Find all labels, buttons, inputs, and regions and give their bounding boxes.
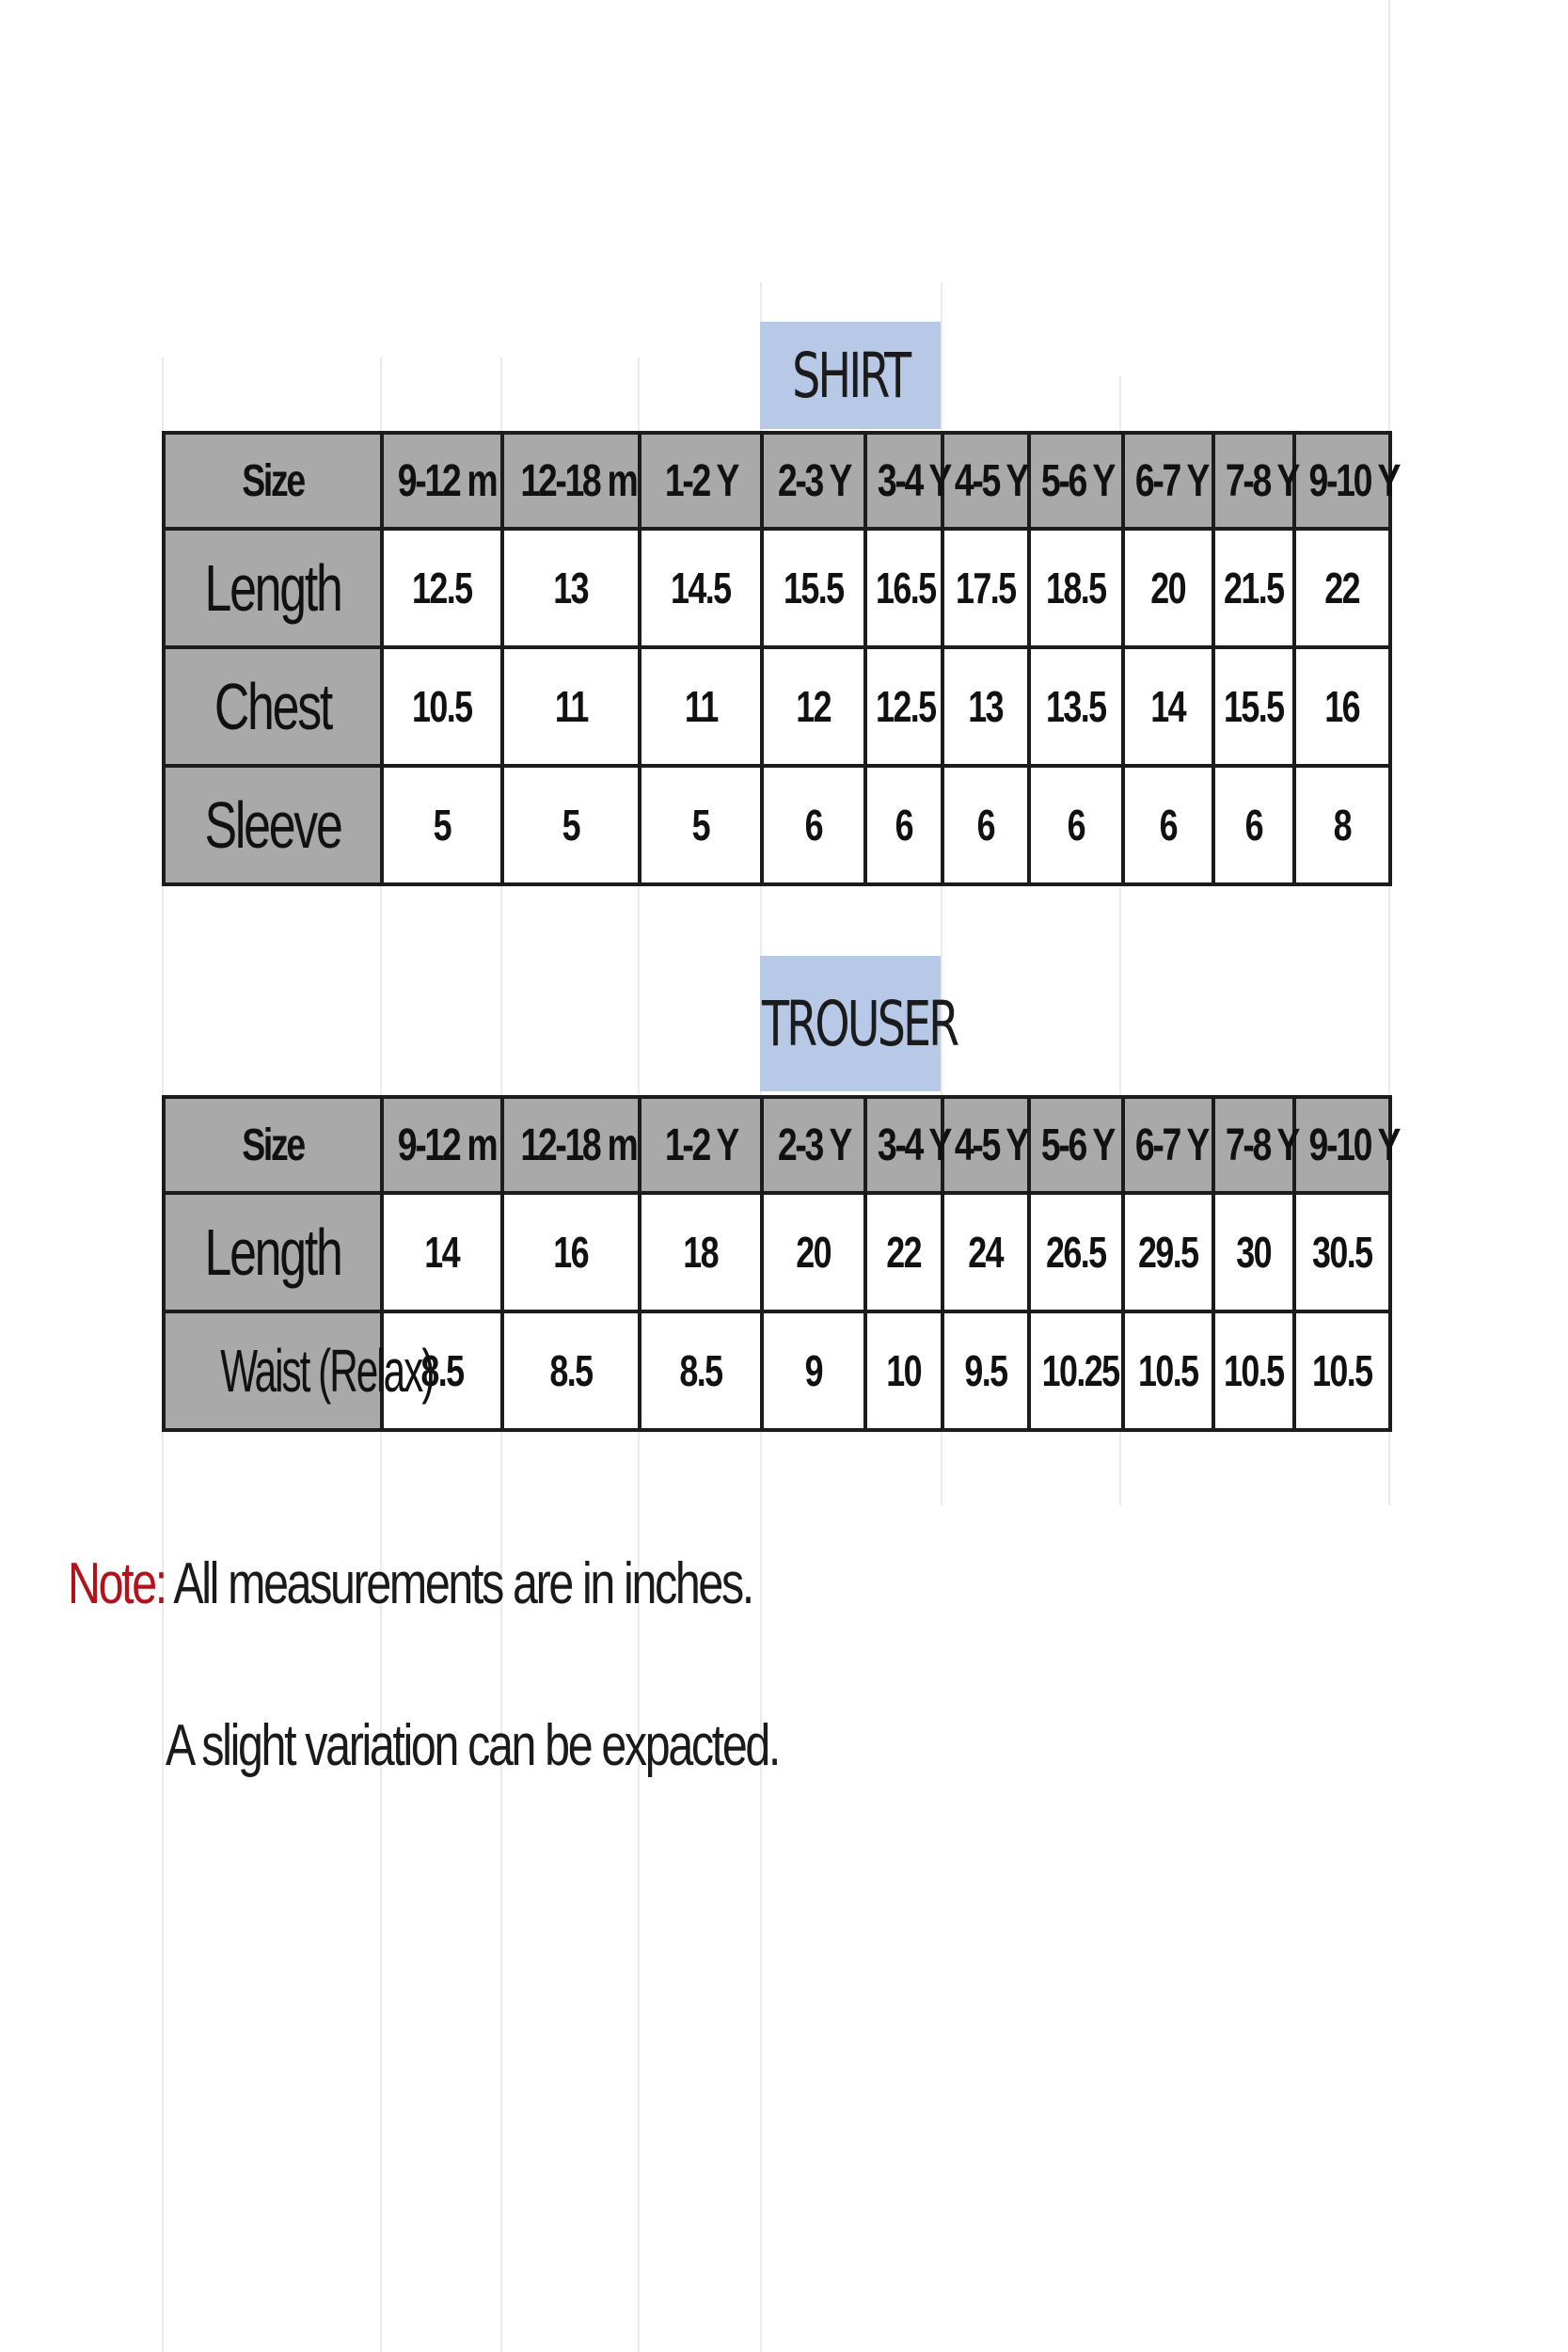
note-text-2: A slight variation can be expacted. — [166, 1713, 780, 1778]
row-label: Length — [164, 1193, 382, 1311]
table-cell: 17.5 — [942, 529, 1029, 647]
table-row — [164, 1311, 1390, 1430]
table-cell: 10.25 — [1029, 1311, 1123, 1430]
table-cell: 6 — [762, 766, 865, 884]
table-cell: 14 — [382, 1193, 502, 1311]
header-cell: 2-3 Y — [762, 1097, 865, 1193]
note-label: Note: — [68, 1551, 166, 1616]
header-cell: 9-12 m — [382, 433, 502, 529]
table-cell: 10.5 — [1213, 1311, 1294, 1430]
table-cell: 10.5 — [1294, 1311, 1390, 1430]
table-cell: 20 — [762, 1193, 865, 1311]
table-cell: 5 — [502, 766, 640, 884]
table-cell: 26.5 — [1029, 1193, 1123, 1311]
header-cell: 6-7 Y — [1123, 433, 1213, 529]
table-cell: 20 — [1123, 529, 1213, 647]
table-cell: 22 — [1294, 529, 1390, 647]
table-row — [164, 1193, 1390, 1311]
table-cell: 6 — [1213, 766, 1294, 884]
row-label: Waist (Relax) — [164, 1311, 382, 1430]
row-label: Length — [164, 529, 382, 647]
table-cell: 13 — [942, 647, 1029, 766]
table-cell: 12.5 — [865, 647, 942, 766]
table-cell: 6 — [1029, 766, 1123, 884]
table-cell: 30 — [1213, 1193, 1294, 1311]
table-cell: 12.5 — [382, 529, 502, 647]
table-cell: 21.5 — [1213, 529, 1294, 647]
header-cell: 6-7 Y — [1123, 1097, 1213, 1193]
table-cell: 14 — [1123, 647, 1213, 766]
header-cell: 3-4 Y — [865, 433, 942, 529]
table-cell: 9.5 — [942, 1311, 1029, 1430]
header-cell: 7-8 Y — [1213, 433, 1294, 529]
table-cell: 8 — [1294, 766, 1390, 884]
table-cell: 18.5 — [1029, 529, 1123, 647]
header-cell: 12-18 m — [502, 433, 640, 529]
trouser-header-row — [164, 1097, 1390, 1193]
table-cell: 8.5 — [382, 1311, 502, 1430]
table-cell: 30.5 — [1294, 1193, 1390, 1311]
table-cell: 5 — [640, 766, 762, 884]
header-cell: 7-8 Y — [1213, 1097, 1294, 1193]
note-text-1: All measurements are in inches. — [173, 1551, 752, 1616]
table-cell: 11 — [502, 647, 640, 766]
shirt-header-row — [164, 433, 1390, 529]
shirt-size-table — [162, 431, 1400, 886]
table-cell: 10.5 — [1123, 1311, 1213, 1430]
header-cell: 2-3 Y — [762, 433, 865, 529]
table-row — [164, 529, 1390, 647]
header-cell: 1-2 Y — [640, 1097, 762, 1193]
shirt-title-text: SHIRT — [791, 339, 910, 412]
table-cell: 8.5 — [502, 1311, 640, 1430]
table-cell: 29.5 — [1123, 1193, 1213, 1311]
header-cell: 12-18 m — [502, 1097, 640, 1193]
trouser-title — [760, 956, 958, 1091]
table-cell: 6 — [942, 766, 1029, 884]
table-cell: 5 — [382, 766, 502, 884]
header-cell: 4-5 Y — [942, 1097, 1029, 1193]
trouser-size-table — [162, 1095, 1400, 1432]
table-cell: 15.5 — [762, 529, 865, 647]
header-cell: Size — [164, 1097, 382, 1193]
trouser-title-text: TROUSER — [762, 987, 958, 1060]
table-row — [164, 766, 1390, 884]
table-cell: 10.5 — [382, 647, 502, 766]
header-cell: 1-2 Y — [640, 433, 762, 529]
header-cell: 9-10 Y — [1294, 1097, 1390, 1193]
table-row — [164, 647, 1390, 766]
header-cell: 5-6 Y — [1029, 433, 1123, 529]
header-cell: 9-12 m — [382, 1097, 502, 1193]
table-cell: 16 — [502, 1193, 640, 1311]
header-cell: 3-4 Y — [865, 1097, 942, 1193]
table-cell: 8.5 — [640, 1311, 762, 1430]
header-cell: 9-10 Y — [1294, 433, 1390, 529]
table-cell: 14.5 — [640, 529, 762, 647]
table-cell: 6 — [1123, 766, 1213, 884]
shirt-title — [760, 322, 941, 429]
note-line-1 — [68, 1550, 752, 1617]
table-cell: 16.5 — [865, 529, 942, 647]
table-cell: 16 — [1294, 647, 1390, 766]
table-cell: 11 — [640, 647, 762, 766]
header-cell: Size — [164, 433, 382, 529]
table-cell: 18 — [640, 1193, 762, 1311]
table-cell: 10 — [865, 1311, 942, 1430]
row-label: Sleeve — [164, 766, 382, 884]
table-cell: 9 — [762, 1311, 865, 1430]
table-cell: 24 — [942, 1193, 1029, 1311]
header-cell: 4-5 Y — [942, 433, 1029, 529]
table-cell: 13.5 — [1029, 647, 1123, 766]
header-cell: 5-6 Y — [1029, 1097, 1123, 1193]
table-cell: 15.5 — [1213, 647, 1294, 766]
table-cell: 13 — [502, 529, 640, 647]
row-label: Chest — [164, 647, 382, 766]
table-cell: 6 — [865, 766, 942, 884]
note-line-2 — [166, 1712, 779, 1779]
table-cell: 22 — [865, 1193, 942, 1311]
table-cell: 12 — [762, 647, 865, 766]
